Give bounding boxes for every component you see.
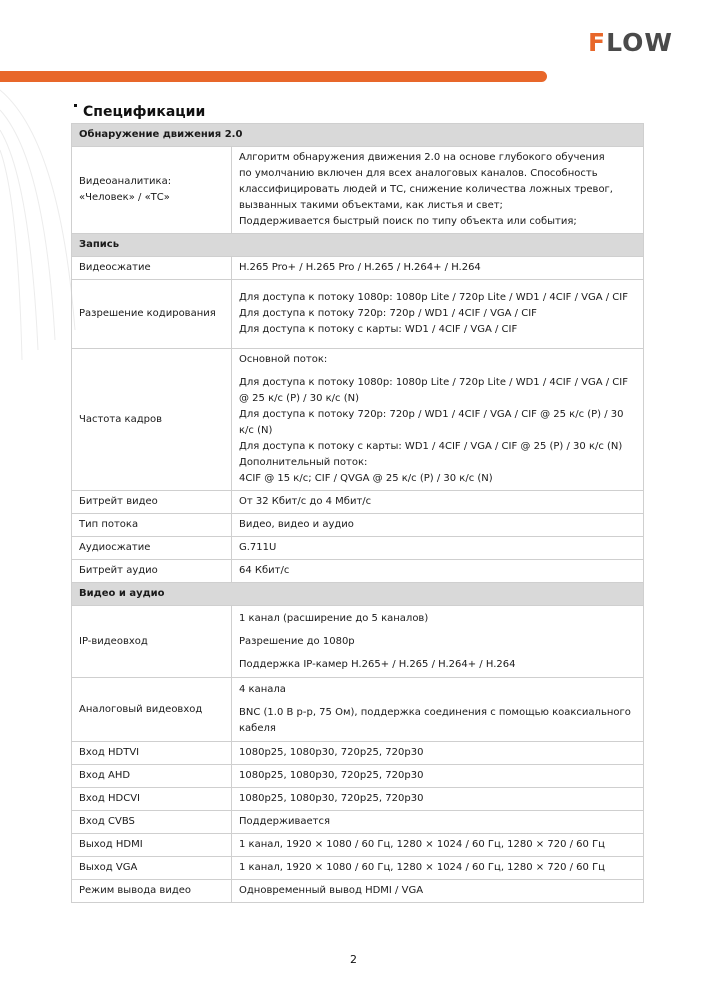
spec-label: Битрейт видео (72, 491, 232, 514)
value-line: Для доступа к потоку с карты: WD1 / 4CIF / VGA / CIF @ 25 (P) / 30 к/с (N) (239, 441, 623, 452)
spec-label: Частота кадров (72, 349, 232, 491)
group-title: Запись (72, 234, 644, 257)
spec-label: Тип потока (72, 514, 232, 537)
value-line: Для доступа к потоку 720p: 720p / WD1 / 4CIF / VGA / CIF (239, 308, 537, 319)
spec-value: G.711U (232, 537, 644, 560)
spec-value: 64 Кбит/с (232, 560, 644, 583)
spec-label: Выход HDMI (72, 834, 232, 857)
table-row (72, 147, 644, 234)
group-title: Видео и аудио (72, 583, 644, 606)
value-line: BNC (1.0 В р-р, 75 Ом), поддержка соединения с помощью коаксиального кабеля (239, 707, 631, 734)
spec-value: 1080p25, 1080p30, 720p25, 720p30 (232, 765, 644, 788)
flow-logo (588, 28, 673, 57)
table-row (72, 514, 644, 537)
spec-value: Видео, видео и аудио (232, 514, 644, 537)
table-row (72, 537, 644, 560)
spec-value (232, 606, 644, 678)
value-line: 4 канала (239, 684, 286, 695)
table-row (72, 857, 644, 880)
table-row (72, 560, 644, 583)
specifications-table (71, 123, 644, 903)
spec-value: 1080p25, 1080p30, 720p25, 720p30 (232, 788, 644, 811)
value-line: Поддержка IP-камер H.265+ / H.265 / H.264+ / H.264 (239, 658, 516, 670)
value-line: Для доступа к потоку 720p: 720p / WD1 / 4CIF / VGA / CIF @ 25 к/с (P) / 30 к/с (N) (239, 409, 624, 436)
value-line: 4CIF @ 15 к/с; CIF / QVGA @ 25 к/с (P) / 30 к/с (N) (239, 473, 493, 484)
value-line: Основной поток: (239, 354, 328, 365)
value-line: Поддерживается быстрый поиск по типу объекта или события; (239, 216, 577, 227)
group-title: Обнаружение движения 2.0 (72, 124, 644, 147)
spec-label: IP-видеовход (72, 606, 232, 678)
spec-label: Вход HDCVI (72, 788, 232, 811)
spec-value: 1 канал, 1920 × 1080 / 60 Гц, 1280 × 1024 / 60 Гц, 1280 × 720 / 60 Гц (232, 857, 644, 880)
spec-value: H.265 Pro+ / H.265 Pro / H.265 / H.264+ / H.264 (232, 257, 644, 280)
section-title-text: Спецификации (83, 104, 206, 120)
table-row (72, 678, 644, 742)
logo-rest: LOW (606, 28, 673, 57)
spec-label: Видеоаналитика: «Человек» / «ТС» (72, 147, 232, 234)
value-line: Для доступа к потоку 1080p: 1080p Lite / 720p Lite / WD1 / 4CIF / VGA / CIF @ 25 к/с (P) / 30 к/с (N) (239, 377, 628, 404)
spec-value: От 32 Кбит/с до 4 Мбит/с (232, 491, 644, 514)
spec-label: Аналоговый видеовход (72, 678, 232, 742)
group-row (72, 234, 644, 257)
spec-label: Аудиосжатие (72, 537, 232, 560)
table-row (72, 491, 644, 514)
spec-value (232, 280, 644, 349)
spec-label: Разрешение кодирования (72, 280, 232, 349)
value-line: Дополнительный поток: (239, 457, 368, 468)
spec-label: Режим вывода видео (72, 880, 232, 903)
group-row (72, 583, 644, 606)
table-row (72, 834, 644, 857)
value-line: классифицировать людей и ТС, снижение количества ложных тревог, (239, 184, 613, 195)
spec-label: Вход CVBS (72, 811, 232, 834)
spec-value (232, 147, 644, 234)
spec-value: Одновременный вывод HDMI / VGA (232, 880, 644, 903)
bullet-icon (74, 104, 77, 107)
value-line: 1 канал (расширение до 5 каналов) (239, 612, 429, 624)
spec-value: 1080p25, 1080p30, 720p25, 720p30 (232, 742, 644, 765)
spec-label: Битрейт аудио (72, 560, 232, 583)
spec-value (232, 678, 644, 742)
table-row (72, 280, 644, 349)
table-row (72, 811, 644, 834)
header-accent-bar (0, 71, 547, 82)
table-row (72, 606, 644, 678)
value-line: Алгоритм обнаружения движения 2.0 на основе глубокого обучения (239, 152, 605, 163)
table-row (72, 880, 644, 903)
value-line: Разрешение до 1080p (239, 635, 355, 647)
table-row (72, 349, 644, 491)
section-title (74, 104, 205, 120)
spec-label: Вход AHD (72, 765, 232, 788)
table-row (72, 257, 644, 280)
spec-label: Вход HDTVI (72, 742, 232, 765)
value-line: Для доступа к потоку с карты: WD1 / 4CIF / VGA / CIF (239, 324, 518, 335)
spec-label: Видеосжатие (72, 257, 232, 280)
table-row (72, 742, 644, 765)
spec-value: 1 канал, 1920 × 1080 / 60 Гц, 1280 × 1024 / 60 Гц, 1280 × 720 / 60 Гц (232, 834, 644, 857)
value-line: вызванных такими объектами, как листья и свет; (239, 200, 503, 211)
value-line: по умолчанию включен для всех аналоговых каналов. Способность (239, 168, 598, 179)
page-number: 2 (350, 953, 357, 966)
table-row (72, 788, 644, 811)
logo-accent-letter: F (588, 28, 607, 57)
spec-value: Поддерживается (232, 811, 644, 834)
group-row (72, 124, 644, 147)
table-row (72, 765, 644, 788)
value-line: Для доступа к потоку 1080p: 1080p Lite / 720p Lite / WD1 / 4CIF / VGA / CIF (239, 292, 628, 303)
spec-label: Выход VGA (72, 857, 232, 880)
spec-value (232, 349, 644, 491)
